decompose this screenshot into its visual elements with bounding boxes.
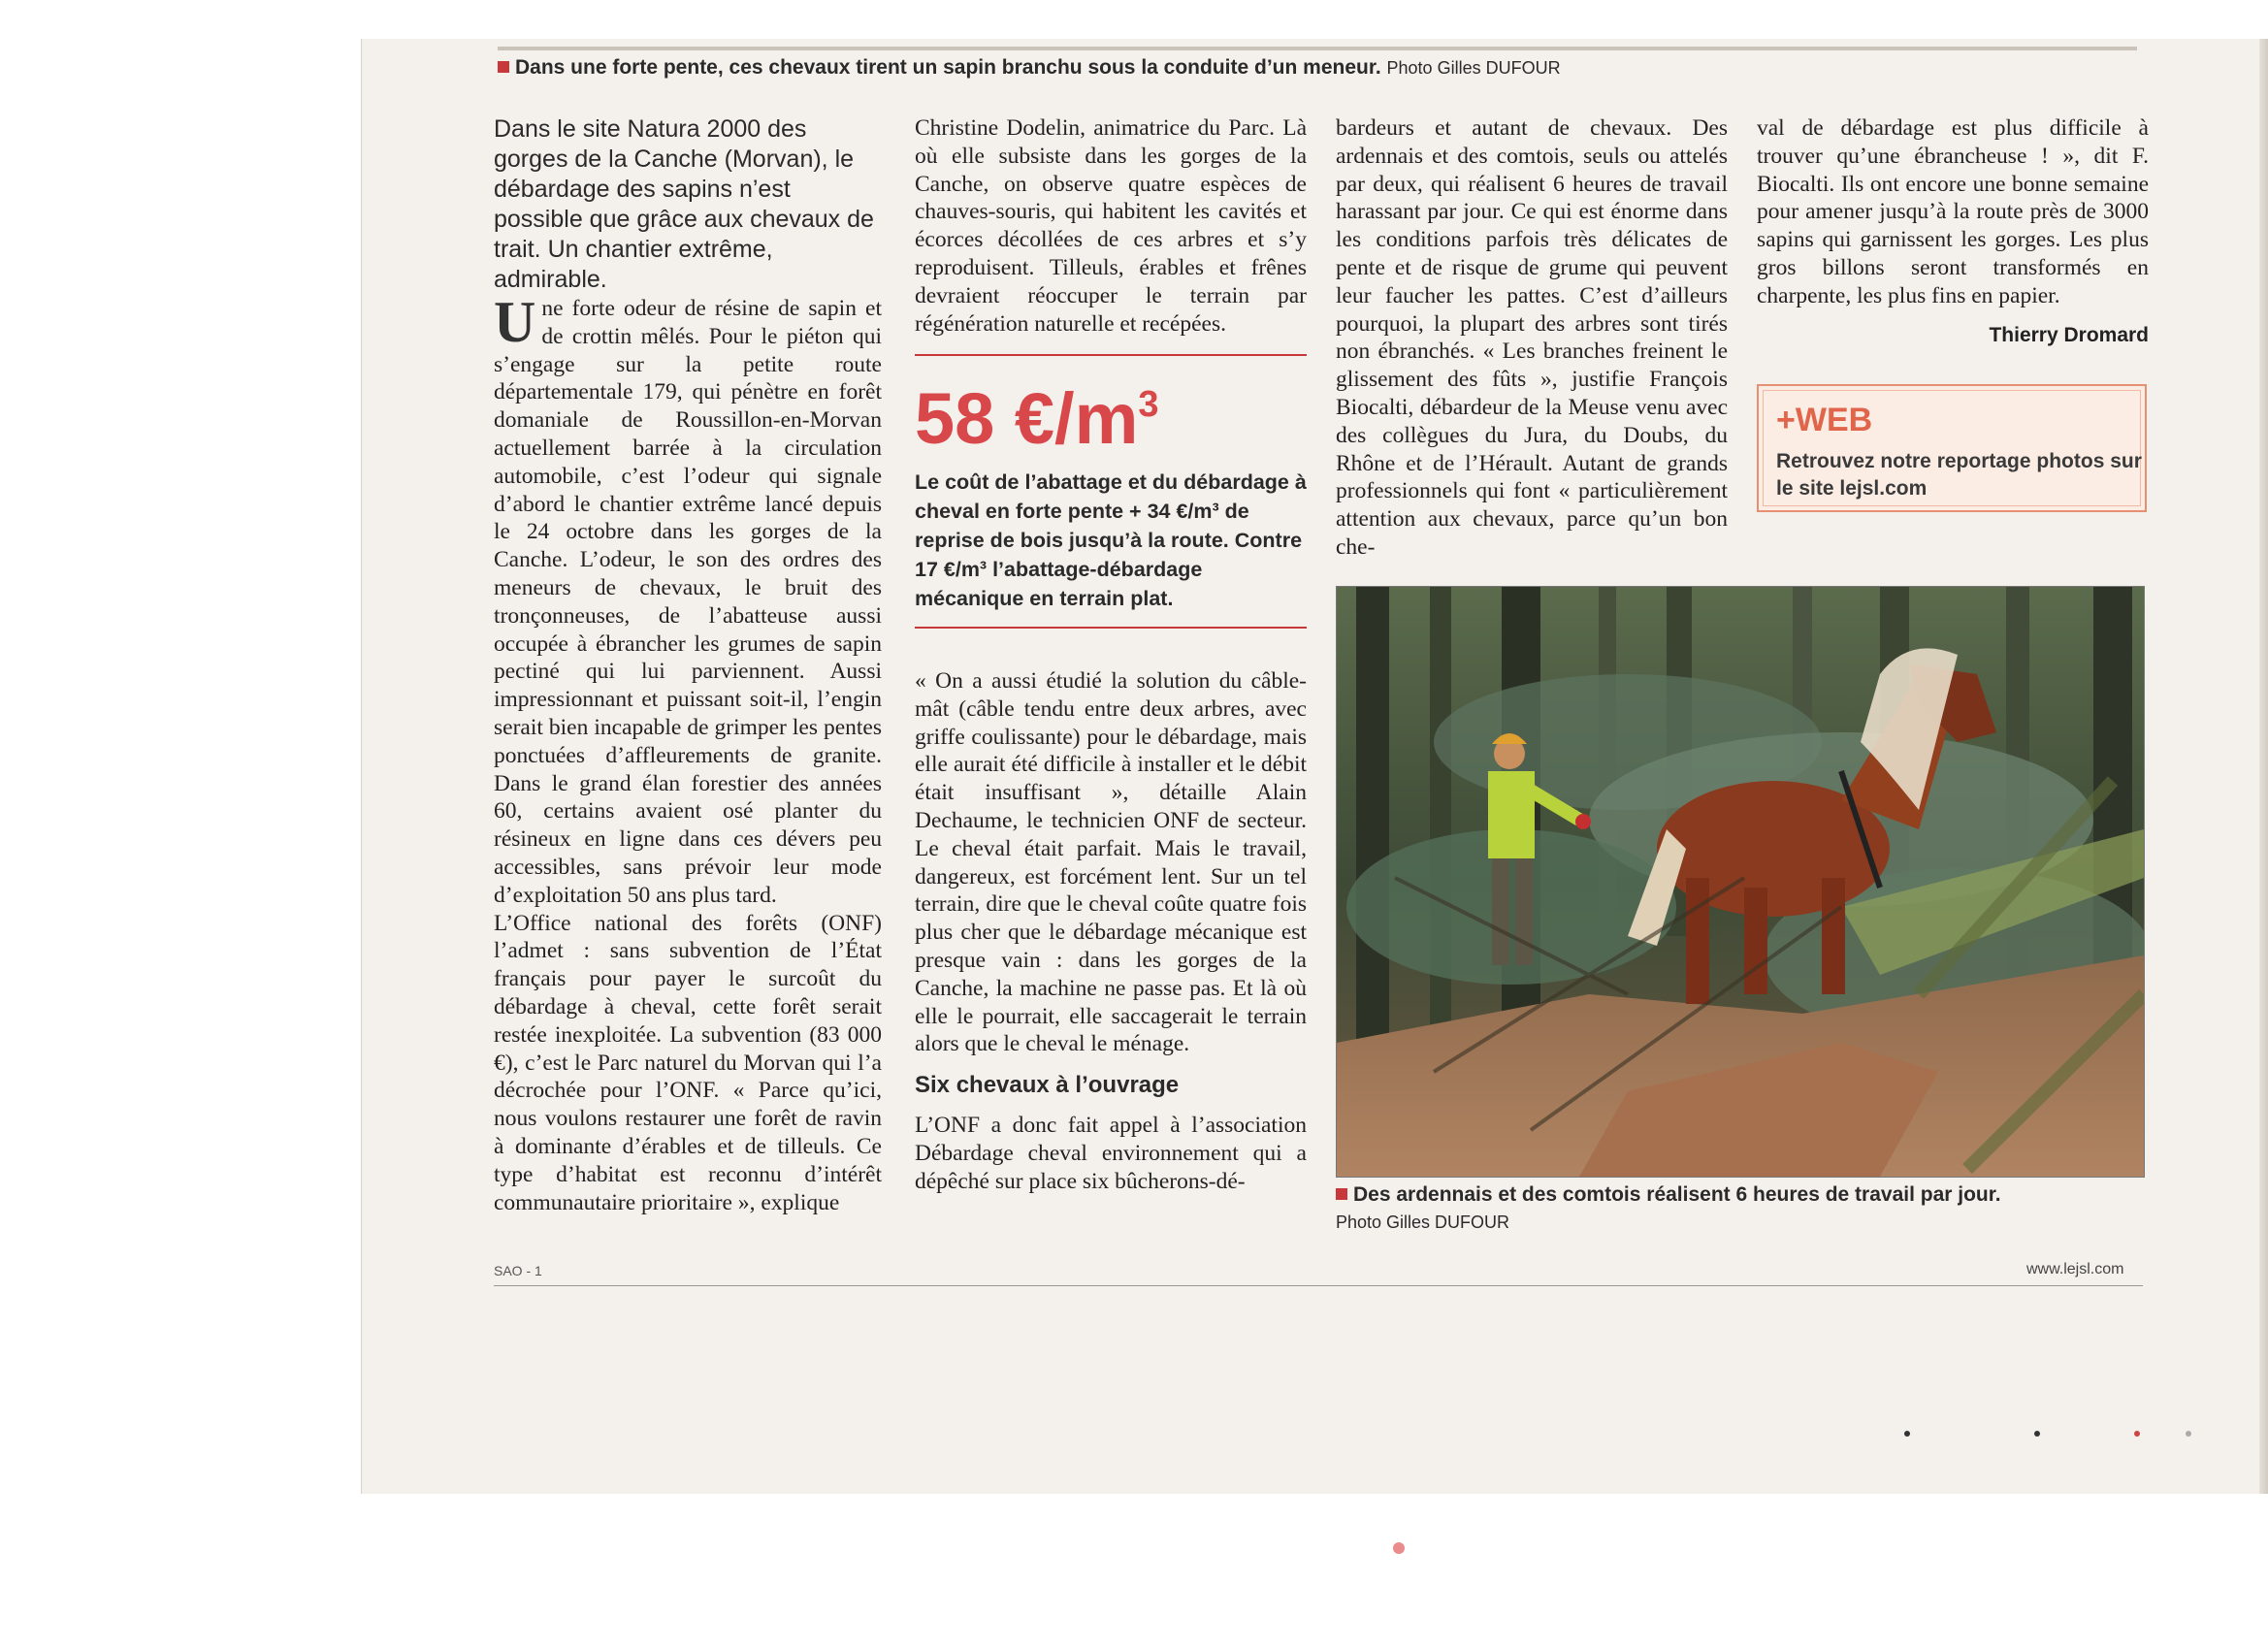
column3-paragraph-1: bardeurs et autant de chevaux. Des ardennais et des comtois, seuls ou attelés par deux, qui réalisent 6 heures de travail harassant par jour. Ce qui est énorme dans les conditions parfois très délicates de pente et de risque de grume qui peuvent leur faucher les pattes. C’est d’ailleurs pourquoi, la plupart des arbres sont tirés non ébranchés. « Les branches freinent le glissement des fûts », justifie François Biocalti, débardeur de la Meuse venu avec des collègues du Jura, du Doubs, du Rhône et de l’Hérault. Autant de grands professionnels qui font « particulièrement attention aux chevaux, parce qu’un bon che- [1336, 115, 1728, 560]
column2-paragraph-2: « On a aussi étudié la solution du câble-mât (câble tendu entre deux arbres, avec griffe coulissante) pour le débardage, mais elle aurait été difficile à installer et le débit était insuffisant », détaille Alain Dechaume, le technicien ONF de secteur. Le cheval était parfait. Mais le travail, dangereux, est forcément lent. Sur un tel terrain, dire que le cheval coûte quatre fois plus cher que le débardage mécanique est presque vain : dans les gorges de la Canche, la machine ne passe pas. Et là où elle le pourrait, elle saccagerait le terrain alors que le cheval le ménage. [915, 668, 1307, 1057]
column4-paragraph-1: val de débardage est plus difficile à trouver qu’une ébrancheuse ! », dit F. Biocalti. Ils ont encore une bonne semaine pour amener jusqu’à la route près de 3000 sapins qui garnissent les gorges. Les plus gros billons seront transformés en charpente, les plus fins en papier. [1757, 115, 2149, 308]
article-lead: Dans le site Natura 2000 des gorges de la Canche (Morvan), le débardage des sapins n’est possible que grâce aux chevaux de trait. Un chantier extrême, admirable. [494, 115, 874, 293]
factbox-value-superscript: 3 [1138, 384, 1159, 425]
page-folio: SAO - 1 [494, 1263, 542, 1278]
author-signature: Thierry Dromard [1989, 323, 2149, 346]
photo-caption-text: Des ardennais et des comtois réalisent 6 heures de travail par jour. [1353, 1183, 2001, 1206]
column1-paragraph-2: L’Office national des forêts (ONF) l’admet : sans subvention de l’État français pour payer le surcoût du débardage à cheval, cette forêt serait restée inexploitée. La subvention (83 000 €), c’est le Parc naturel du Morvan qui l’a décrochée pour l’ONF. « Parce qu’ici, nous voulons restaurer une forêt de ravin à dominante d’érables et de tilleuls. Ce type d’habitat est reconnu d’intérêt communautaire prioritaire », explique [494, 910, 882, 1215]
column2-paragraph-3: L’ONF a donc fait appel à l’association Débardage cheval environnement qui a dépêché sur place six bûcherons-dé- [915, 1112, 1307, 1194]
factbox-text: Le coût de l’abattage et du débardage à cheval en forte pente + 34 €/m³ de reprise de bois jusqu’à la route. Contre 17 €/m³ l’abattage-débardage mécanique en terrain plat. [915, 470, 1307, 610]
dropcap-letter: U [494, 290, 536, 354]
factbox-value-text: 58 €/m [915, 378, 1139, 459]
web-promo-text: Retrouvez notre reportage photos sur le site lejsl.com [1776, 450, 2142, 500]
column1-p1-text: ne forte odeur de résine de sapin et de crottin mêlés. Pour le piéton qui s’engage sur la petite route départementale 179, qui pénètre en forêt domaniale de Roussillon-en-Morvan actuellement barrée à la circulation automobile, c’est l’odeur qui signale d’abord le chantier extrême lancé depuis le 24 octobre dans les gorges de la Canche. L’odeur, le son des ordres des meneurs de chevaux, le bruit des tronçonneuses, de l’abatteuse aussi occupée à ébrancher les grumes de sapin pectiné qui lui parviennent. Aussi impressionnant et puissant soit-il, l’engin serait bien incapable de grimper les pentes ponctuées d’affleurements de granite. Dans le grand élan forestier des années 60, certains avaient osé planter du résineux en ligne dans ces dévers peu accessibles, sans prévoir leur mode d’exploitation 50 ans plus tard. [494, 296, 882, 908]
top-caption-credit: Photo Gilles DUFOUR [1386, 58, 1561, 78]
top-caption-text: Dans une forte pente, ces chevaux tirent un sapin branchu sous la conduite d’un meneur. [515, 56, 1381, 79]
site-url[interactable]: www.lejsl.com [2026, 1261, 2124, 1277]
photo-caption-credit: Photo Gilles DUFOUR [1336, 1212, 1510, 1232]
column2-paragraph-1: Christine Dodelin, animatrice du Parc. Là où elle subsiste dans les gorges de la Canche, on observe quatre espèces de chauves-souris, qui habitent les cavités et écorces décollées de ces arbres et s’y reproduisent. Tilleuls, érables et frênes devraient réoccuper le terrain par régénération naturelle et recépées. [915, 115, 1307, 337]
subheading: Six chevaux à l’ouvrage [915, 1072, 1180, 1099]
web-promo-title: +WEB [1776, 402, 1873, 438]
